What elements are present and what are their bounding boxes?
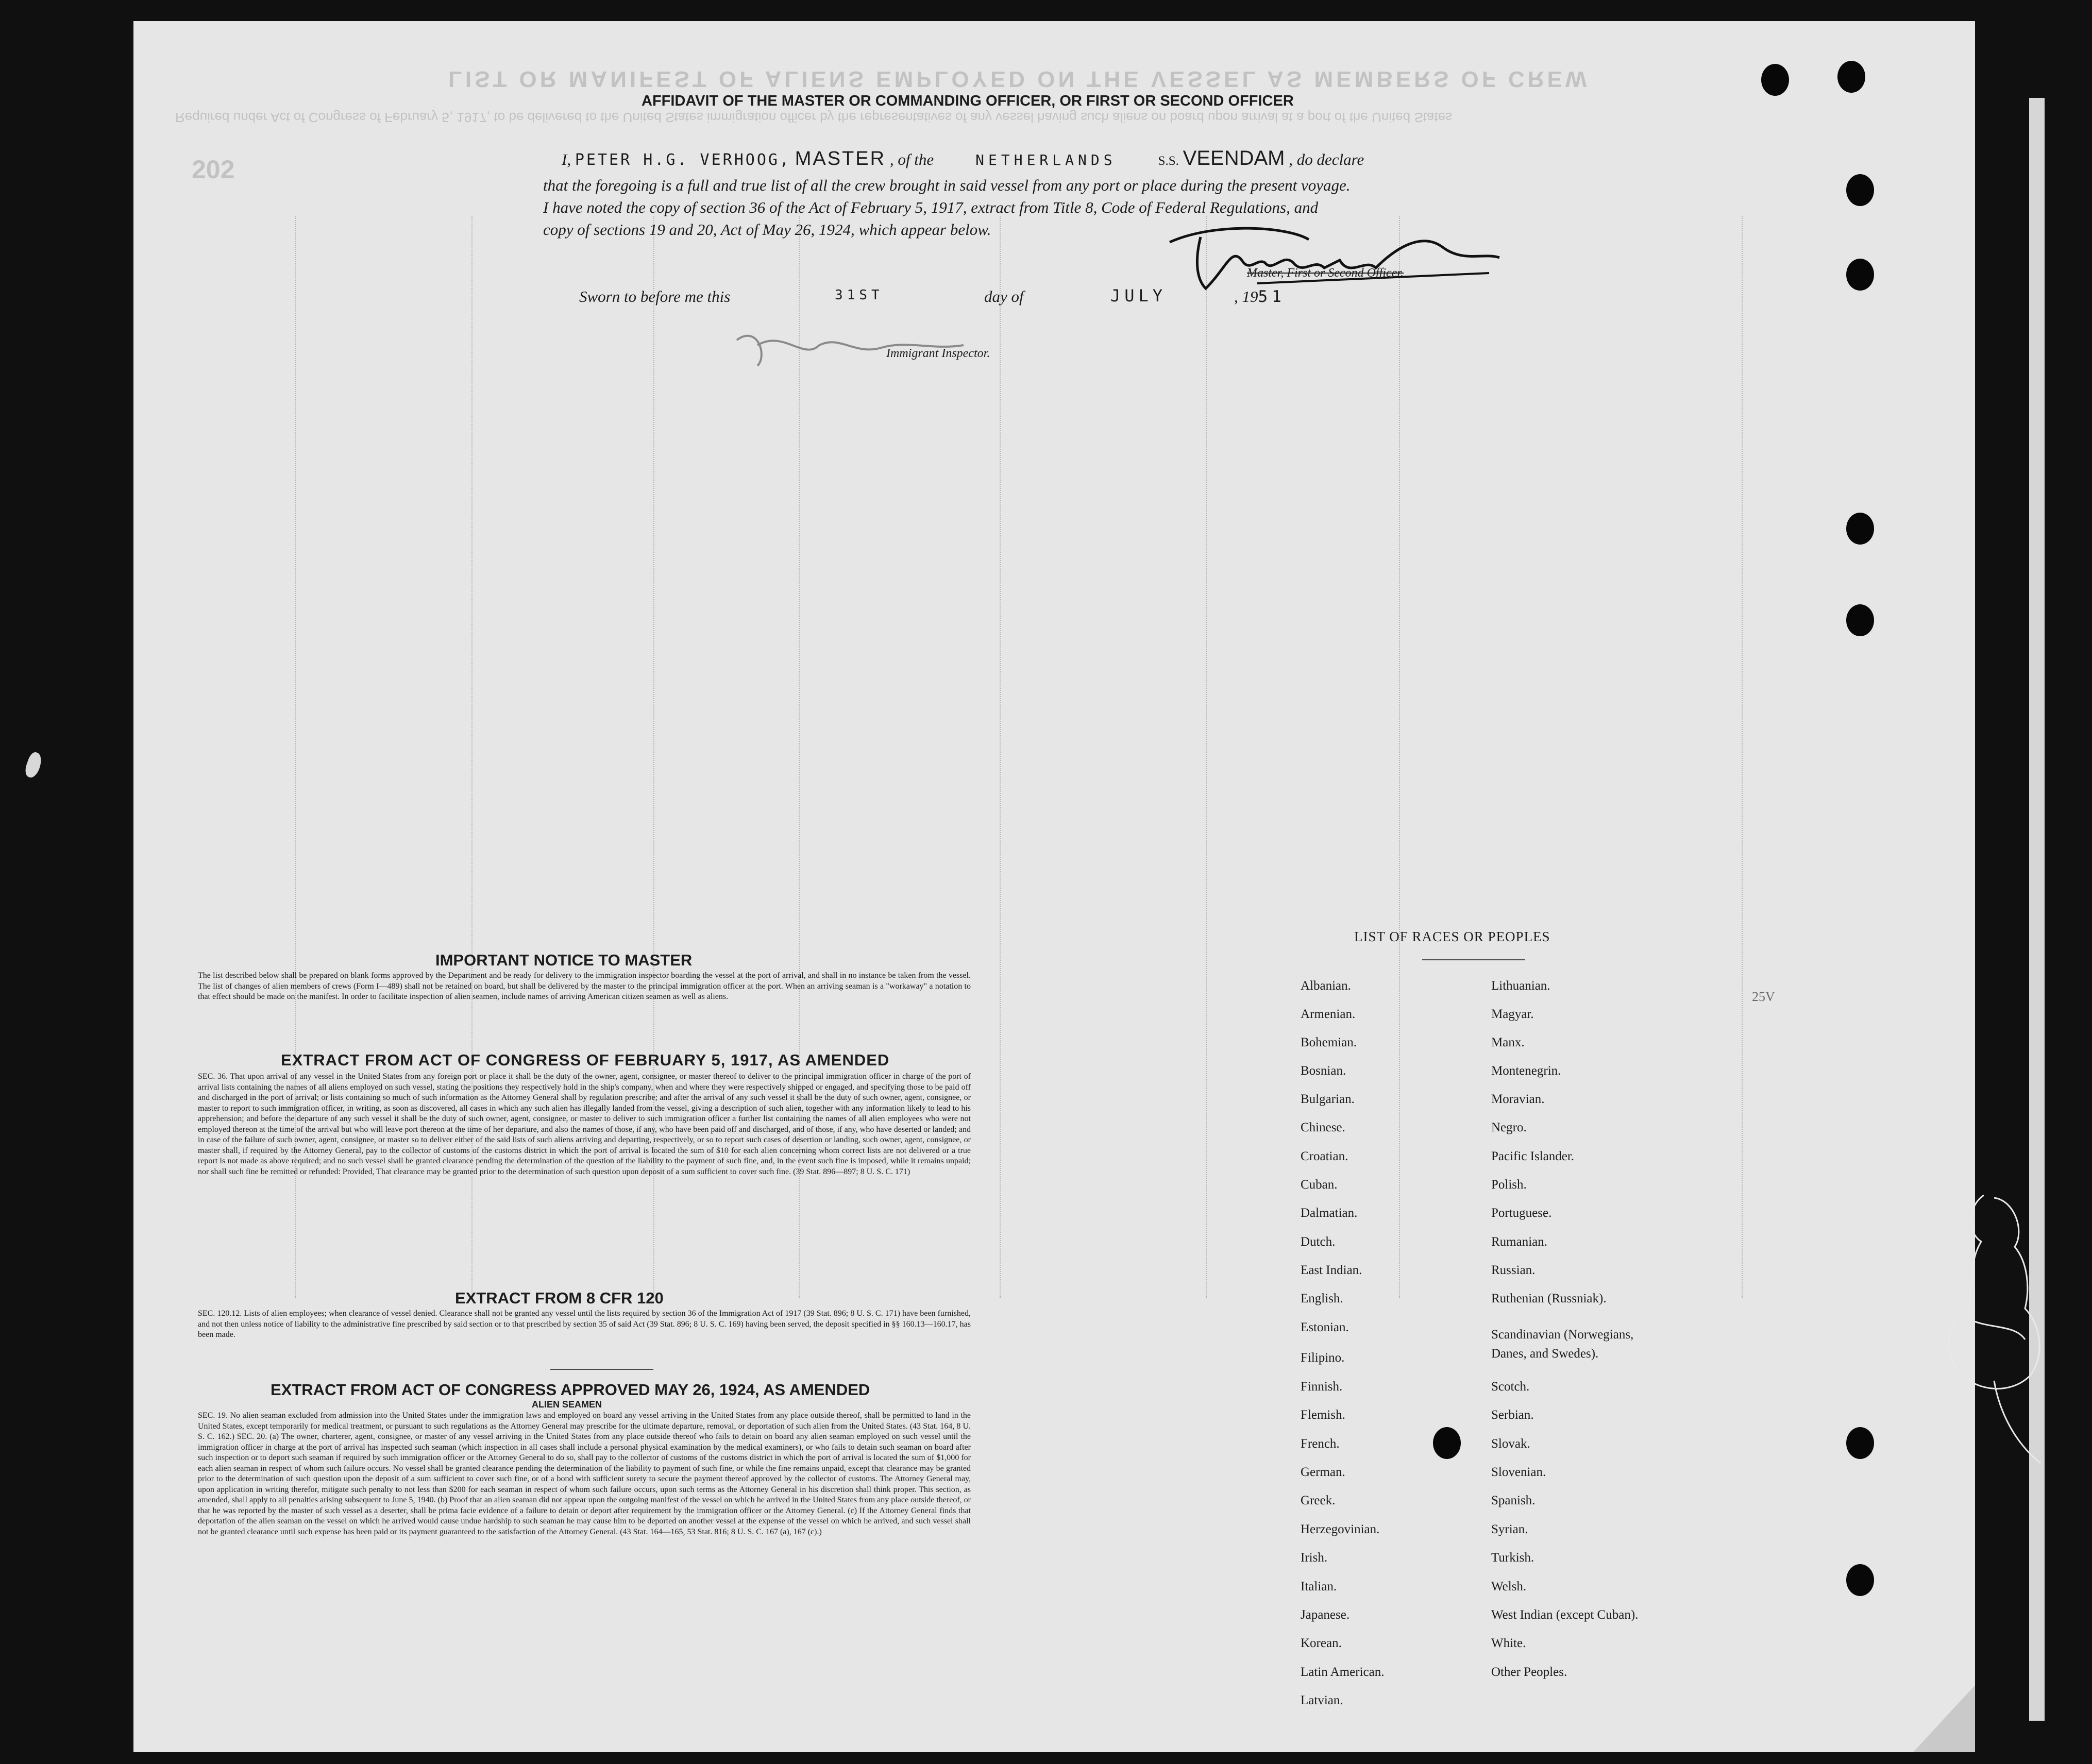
extract-1917-text: SEC. 36. That upon arrival of any vessel in the United States from any foreign port or place it shall be the duty of the owner, agent, consignee, or master thereof to deliver to the principal immigration officer in charge of the port of arrival lists containing the names of all aliens employed on such vessel, stating the positions they respectively hold in the ship's company, when and where they were respectively shipped or engaged, and specifying those to be paid off and discharged in the port of arrival; or lists containing so much of such information as the Attorney General shall by regulation prescribe; and after the arrival of any such vessel it shall be the duty of such owner, agent, consignee, or master to report to such immigration officer, in writing, as soon as discovered, all cases in which any such alien has illegally landed from the vessel, giving a description of such alien, together with any information likely to lead to his apprehension; and before the departure of any such vessel it shall be the duty of such owner, agent, consignee, or master to deliver to such immigration officer a further list containing the names of all alien employees who were not employed thereon at the time of the arrival but who will leave port thereon at the time of her departure, and also the names of those, if any, who have been paid off and discharged, and of those, if any, who have deserted or landed; and in case of the failure of such owner, agent, consignee, or master so to deliver either of the said lists of such aliens arriving and departing, respectively, or so to report such cases of desertion or landing, such owner, agent, consignee, or master shall, if required by the Attorney General, pay to the collector of customs of the customs district in which the port of arrival is located the sum of $10 for each alien concerning whom correct lists are not delivered or a true report is not made as above required; and no such vessel shall be granted clearance pending the determination of the question of the liability to the payment of such fine, and, in the event such fine is imposed, while it remains unpaid; nor shall such fine be remitted or refunded: Provided, That clearance may be granted prior to the determination of such question upon deposit of a sum sufficient to cover such fine. (39 Stat. 896—897; 8 U. S. C. 171) (198, 1072, 971, 1176)
separator (550, 1369, 653, 1370)
nationality: NETHERLANDS (975, 151, 1117, 168)
race-item: Spanish. (1491, 1494, 1536, 1507)
punch-hole (1846, 604, 1874, 636)
master-rank: MASTER (795, 148, 886, 169)
race-item: Manx. (1491, 1036, 1525, 1049)
race-item: English. (1301, 1292, 1343, 1305)
affidavit-title: AFFIDAVIT OF THE MASTER OR COMMANDING OFFICER, OR FIRST OR SECOND OFFICER (642, 93, 1294, 109)
extract-1924-subtitle: ALIEN SEAMEN (532, 1399, 602, 1410)
race-item: Armenian. (1301, 1007, 1356, 1021)
race-item: Bosnian. (1301, 1064, 1346, 1078)
race-item: Bulgarian. (1301, 1092, 1355, 1106)
column-line (1206, 216, 1207, 1298)
race-item: Albanian. (1301, 979, 1351, 993)
year-prefix: , 19 (1234, 287, 1258, 306)
race-item: Chinese. (1301, 1121, 1345, 1134)
notice-text: The list described below shall be prepared on blank forms approved by the Department and be ready for delivery to the immigration inspector boarding the vessel at the port of arrival, and shall in no instance be taken from the vessel. The list of changes of alien members of crews (Form I—489) shall not be retained on board, but shall be delivered by the master to the principal immigration officer at the port. When an arriving seaman is a "workaway" a notation to that effect should be made on the manifest. In order to facilitate inspection of alien seamen, include names of arriving American citizen seamen as well as aliens. (198, 971, 971, 1001)
punch-hole (1846, 174, 1874, 206)
column-line (1742, 216, 1743, 1298)
race-item: Japanese. (1301, 1608, 1350, 1622)
do-declare-label: , do declare (1289, 150, 1364, 168)
race-item: Other Peoples. (1491, 1665, 1567, 1679)
race-item: Serbian. (1491, 1408, 1534, 1422)
race-item: Syrian. (1491, 1522, 1528, 1536)
signature-caption: Master, First or Second Officer. (1247, 266, 1404, 280)
punch-hole (1761, 64, 1789, 96)
scan-speck (23, 751, 44, 779)
i-prefix: I, (562, 150, 571, 168)
affidavit-line-2: that the foregoing is a full and true list of all the crew brought in said vessel from any port or place during the present voyage. (543, 176, 1351, 194)
race-item: Estonian. (1301, 1320, 1349, 1334)
race-item: Croatian. (1301, 1149, 1348, 1163)
race-item: Greek. (1301, 1494, 1336, 1507)
race-item: Portuguese. (1491, 1206, 1552, 1220)
of-the-label: , of the (889, 150, 934, 168)
race-item: Bohemian. (1301, 1036, 1357, 1049)
punch-hole (1846, 1564, 1874, 1596)
extract-1924-title: EXTRACT FROM ACT OF CONGRESS APPROVED MAY 26, 1924, AS AMENDED (271, 1381, 870, 1399)
race-item: Irish. (1301, 1551, 1328, 1565)
affidavit-line-1 (562, 147, 1364, 170)
race-item: Negro. (1491, 1121, 1527, 1134)
punch-hole (1846, 259, 1874, 291)
page-curl (1913, 1685, 1975, 1752)
punch-hole (1837, 61, 1865, 93)
punch-hole (1846, 1427, 1874, 1459)
race-item: Moravian. (1491, 1092, 1545, 1106)
race-item: Rumanian. (1491, 1235, 1548, 1249)
extract-cfr-text: SEC. 120.12. Lists of alien employees; when clearance of vessel denied. Clearance shall not be granted any vessel until the lists required by section 36 of the Immigration Act of 1917 (39 Stat. 896; 8 U. S. C. 171) have been furnished, and not then unless notice of liability to the administrative fine prescribed by said section or to that prescribed by section 35 of said Act (39 Stat. 896; 8 U. S. C. 169) having been served, the deposit specified in §§ 160.13—160.17, has been made. (198, 1309, 971, 1339)
race-item: French. (1301, 1437, 1340, 1451)
races-title-underline (1422, 959, 1525, 960)
race-item: Welsh. (1491, 1580, 1527, 1593)
extract-cfr-title: EXTRACT FROM 8 CFR 120 (455, 1289, 664, 1307)
race-item: Ruthenian (Russniak). (1491, 1292, 1607, 1305)
notice-title: IMPORTANT NOTICE TO MASTER (435, 951, 693, 969)
punch-hole (1846, 513, 1874, 545)
race-item: Russian. (1491, 1263, 1536, 1277)
race-item: East Indian. (1301, 1263, 1362, 1277)
vessel-name: VEENDAM (1183, 147, 1285, 169)
sworn-day: 31ST (835, 287, 884, 303)
sworn-label: Sworn to before me this (579, 287, 731, 306)
race-item: Cuban. (1301, 1178, 1338, 1192)
extract-1917-title: EXTRACT FROM ACT OF CONGRESS OF FEBRUARY 5, 1917, AS AMENDED (281, 1051, 890, 1069)
race-item: Finnish. (1301, 1380, 1343, 1394)
race-item: Danes, and Swedes). (1491, 1347, 1599, 1361)
race-item: Herzegovinian. (1301, 1522, 1380, 1536)
bleed-through-subtitle: Required under Act of Congress of February 5, 1917, to be delivered to the United States immigration officer by the representatives of any vessel having such aliens on board upon arrival at a port of the United States (175, 110, 1453, 125)
sworn-year (1234, 287, 1286, 306)
race-item: White. (1491, 1636, 1526, 1650)
race-item: Dalmatian. (1301, 1206, 1358, 1220)
race-item: Dutch. (1301, 1235, 1336, 1249)
race-item: Magyar. (1491, 1007, 1534, 1021)
sworn-month (1110, 286, 1167, 306)
race-item: Korean. (1301, 1636, 1342, 1650)
pencil-sketch (1937, 1185, 2056, 1473)
race-item: Filipino. (1301, 1351, 1345, 1365)
race-item: German. (1301, 1465, 1345, 1479)
page-stamp: 202 (192, 155, 235, 184)
races-title: LIST OF RACES OR PEOPLES (1354, 929, 1550, 944)
bleed-through-title: LIST OR MANIFEST OF ALIENS EMPLOYED ON THE VESSEL AS MEMBERS OF CREW (448, 66, 1590, 92)
extract-1924-text: SEC. 19. No alien seaman excluded from admission into the United States under the immigration laws and employed on board any vessel arriving in the United States from any place outside thereof, shall be permitted to land in the United States, except temporarily for medical treatment, or pursuant to such regulations as the Attorney General may prescribe for the ultimate departure, removal, or deportation of such alien from the United States. (43 Stat. 164, 8 U. S. C. 162.) SEC. 20. (a) The owner, charterer, agent, consignee, or master of any vessel arriving in the United States from any place outside thereof who fails to detain on board any alien seaman employed on such vessel until the immigration officer in charge at the port of arrival has inspected such seaman (which inspection in all cases shall include a personal physical examination by the medical examiners), or who fails to detain such seaman on board after such inspection or to deport such seaman if required by such immigration officer or the Attorney General to do so, shall pay to the collector of customs of the customs district in which the port of arrival is located the sum of $1,000 for each alien seaman in respect of whom such failure occurs. No vessel shall be granted clearance pending the determination of the liability to payment of such fine, or while the fine remains unpaid, except that clearance may be granted prior to the determination of such question upon the deposit of a sum sufficient to cover such fine, or of a bond with sufficient surety to secure the payment thereof approved by the collector of customs. The Attorney General may, upon application in writing therefor, mitigate such penalty to not less than $200 for each seaman in respect of whom such failure occurs, upon such terms as the Attorney General in his discretion shall think proper. This section, as amended, shall apply to all penalties arising subsequent to June 5, 1940. (b) Proof that an alien seaman did not appear upon the outgoing manifest of the vessel on which he arrived in the United States from any place outside thereof, or that he was reported by the master of such vessel as a deserter, shall be prima facie evidence of a failure to detain or deport after requirement by the immigration officer or the Attorney General. (c) If the Attorney General finds that deportation of the alien seaman on the vessel on which he arrived would cause undue hardship to such seaman he may cause him to be deported on another vessel at the expense of the vessel on which he arrived, and such vessel shall not be granted clearance until such expense has been paid or its payment guaranteed to the satisfaction of the Attorney General. (43 Stat. 164—165, 53 Stat. 816; 8 U. S. C. 167 (a), 167 (c).) (198, 1411, 971, 1536)
race-item: Italian. (1301, 1580, 1337, 1593)
inspector-caption: Immigrant Inspector. (886, 347, 990, 360)
day-of-label: day of (984, 287, 1024, 306)
race-item: Lithuanian. (1491, 979, 1550, 993)
race-item: Latvian. (1301, 1693, 1343, 1707)
race-item: Scotch. (1491, 1380, 1530, 1394)
race-item: Latin American. (1301, 1665, 1385, 1679)
year-value: 51 (1258, 287, 1286, 306)
race-item: Polish. (1491, 1178, 1527, 1192)
column-line (1399, 216, 1400, 1298)
affidavit-line-3: I have noted the copy of section 36 of the Act of February 5, 1917, extract from Title 8, Code of Federal Regulations, and (543, 198, 1319, 216)
ss-prefix: S.S. (1158, 154, 1179, 168)
race-item: Turkish. (1491, 1551, 1534, 1565)
margin-mark: 25V (1752, 989, 1775, 1004)
race-item: Pacific Islander. (1491, 1149, 1575, 1163)
column-line (1000, 216, 1001, 1298)
adjacent-page-edge (2029, 98, 2045, 1721)
race-item: West Indian (except Cuban). (1491, 1608, 1639, 1622)
punch-hole (1433, 1427, 1461, 1459)
master-name: PETER H.G. VERHOOG, (575, 151, 791, 169)
race-item: Montenegrin. (1491, 1064, 1561, 1078)
race-item: Slovak. (1491, 1437, 1530, 1451)
race-item: Slovenian. (1491, 1465, 1546, 1479)
master-signature (1154, 211, 1505, 299)
sworn-month-value: JULY (1110, 286, 1167, 306)
affidavit-line-4: copy of sections 19 and 20, Act of May 26, 1924, which appear below. (543, 220, 991, 239)
race-item: Scandinavian (Norwegians, (1491, 1328, 1634, 1342)
race-item: Flemish. (1301, 1408, 1345, 1422)
